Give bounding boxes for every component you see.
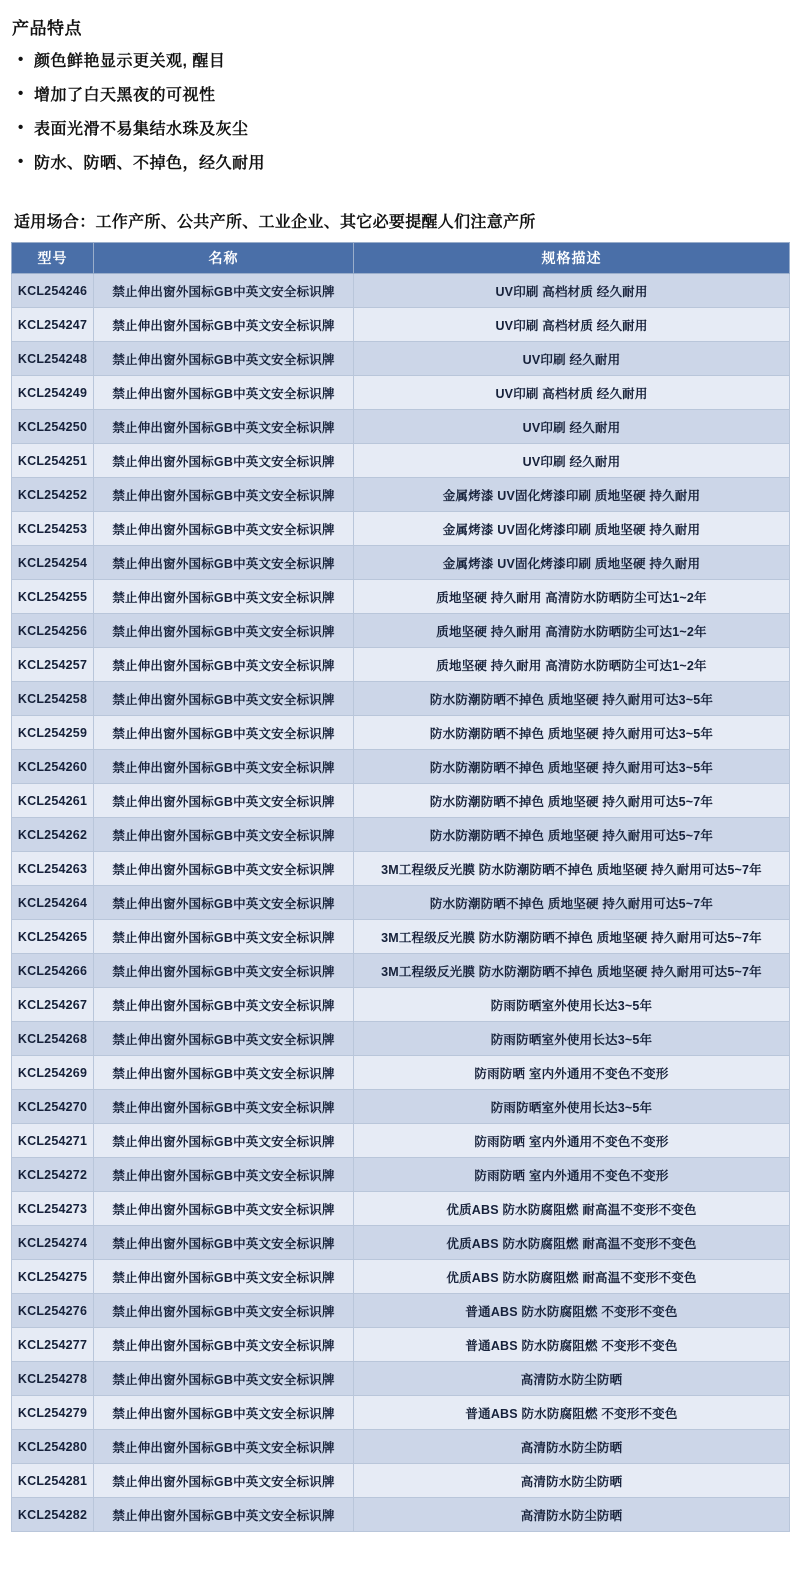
cell-model: KCL254250 <box>12 410 94 444</box>
table-row <box>12 750 790 784</box>
cell-name: 禁止伸出窗外国标GB中英文安全标识牌 <box>94 1090 354 1124</box>
column-header-name: 名称 <box>94 243 354 274</box>
cell-model: KCL254275 <box>12 1260 94 1294</box>
table-row <box>12 1362 790 1396</box>
cell-name: 禁止伸出窗外国标GB中英文安全标识牌 <box>94 274 354 308</box>
table-row <box>12 1328 790 1362</box>
cell-model: KCL254274 <box>12 1226 94 1260</box>
cell-spec: 普通ABS 防水防腐阻燃 不变形不变色 <box>354 1396 790 1430</box>
table-row <box>12 1498 790 1532</box>
table-row <box>12 1430 790 1464</box>
table-row <box>12 1260 790 1294</box>
cell-spec: 质地坚硬 持久耐用 高清防水防晒防尘可达1~2年 <box>354 614 790 648</box>
cell-model: KCL254251 <box>12 444 94 478</box>
table-row <box>12 342 790 376</box>
column-header-model: 型号 <box>12 243 94 274</box>
table-row <box>12 954 790 988</box>
table-row <box>12 410 790 444</box>
cell-name: 禁止伸出窗外国标GB中英文安全标识牌 <box>94 512 354 546</box>
cell-spec: 防水防潮防晒不掉色 质地坚硬 持久耐用可达3~5年 <box>354 682 790 716</box>
cell-spec: UV印刷 经久耐用 <box>354 410 790 444</box>
table-row <box>12 376 790 410</box>
cell-name: 禁止伸出窗外国标GB中英文安全标识牌 <box>94 682 354 716</box>
table-row <box>12 852 790 886</box>
cell-spec: 优质ABS 防水防腐阻燃 耐高温不变形不变色 <box>354 1226 790 1260</box>
cell-name: 禁止伸出窗外国标GB中英文安全标识牌 <box>94 444 354 478</box>
table-row <box>12 920 790 954</box>
cell-model: KCL254255 <box>12 580 94 614</box>
cell-spec: 优质ABS 防水防腐阻燃 耐高温不变形不变色 <box>354 1260 790 1294</box>
table-row <box>12 546 790 580</box>
cell-spec: UV印刷 高档材质 经久耐用 <box>354 308 790 342</box>
cell-spec: UV印刷 高档材质 经久耐用 <box>354 274 790 308</box>
cell-spec: UV印刷 经久耐用 <box>354 342 790 376</box>
table-row <box>12 648 790 682</box>
table-row <box>12 784 790 818</box>
table-row <box>12 1226 790 1260</box>
cell-model: KCL254264 <box>12 886 94 920</box>
cell-spec: 金属烤漆 UV固化烤漆印刷 质地坚硬 持久耐用 <box>354 478 790 512</box>
cell-name: 禁止伸出窗外国标GB中英文安全标识牌 <box>94 920 354 954</box>
table-row <box>12 1464 790 1498</box>
cell-model: KCL254246 <box>12 274 94 308</box>
cell-spec: 防水防潮防晒不掉色 质地坚硬 持久耐用可达5~7年 <box>354 886 790 920</box>
list-item: • 防水、防晒、不掉色，经久耐用 <box>16 147 800 181</box>
cell-model: KCL254281 <box>12 1464 94 1498</box>
cell-name: 禁止伸出窗外国标GB中英文安全标识牌 <box>94 988 354 1022</box>
cell-model: KCL254254 <box>12 546 94 580</box>
cell-model: KCL254268 <box>12 1022 94 1056</box>
cell-spec: 防雨防晒室外使用长达3~5年 <box>354 988 790 1022</box>
cell-spec: 高清防水防尘防晒 <box>354 1430 790 1464</box>
table-row <box>12 716 790 750</box>
table-row <box>12 580 790 614</box>
cell-model: KCL254256 <box>12 614 94 648</box>
cell-model: KCL254265 <box>12 920 94 954</box>
cell-spec: 质地坚硬 持久耐用 高清防水防晒防尘可达1~2年 <box>354 580 790 614</box>
cell-spec: 优质ABS 防水防腐阻燃 耐高温不变形不变色 <box>354 1192 790 1226</box>
cell-model: KCL254282 <box>12 1498 94 1532</box>
cell-name: 禁止伸出窗外国标GB中英文安全标识牌 <box>94 852 354 886</box>
cell-name: 禁止伸出窗外国标GB中英文安全标识牌 <box>94 1192 354 1226</box>
cell-spec: 防雨防晒室外使用长达3~5年 <box>354 1090 790 1124</box>
cell-model: KCL254269 <box>12 1056 94 1090</box>
table-row <box>12 614 790 648</box>
cell-name: 禁止伸出窗外国标GB中英文安全标识牌 <box>94 1158 354 1192</box>
cell-model: KCL254259 <box>12 716 94 750</box>
cell-spec: 3M工程级反光膜 防水防潮防晒不掉色 质地坚硬 持久耐用可达5~7年 <box>354 852 790 886</box>
cell-model: KCL254257 <box>12 648 94 682</box>
table-row <box>12 1124 790 1158</box>
cell-name: 禁止伸出窗外国标GB中英文安全标识牌 <box>94 1498 354 1532</box>
cell-name: 禁止伸出窗外国标GB中英文安全标识牌 <box>94 1056 354 1090</box>
cell-name: 禁止伸出窗外国标GB中英文安全标识牌 <box>94 1260 354 1294</box>
cell-name: 禁止伸出窗外国标GB中英文安全标识牌 <box>94 308 354 342</box>
cell-model: KCL254258 <box>12 682 94 716</box>
cell-model: KCL254280 <box>12 1430 94 1464</box>
cell-model: KCL254252 <box>12 478 94 512</box>
cell-model: KCL254263 <box>12 852 94 886</box>
cell-name: 禁止伸出窗外国标GB中英文安全标识牌 <box>94 580 354 614</box>
table-row <box>12 886 790 920</box>
table-row <box>12 478 790 512</box>
usage-scenarios-text: 适用场合：工作产所、公共产所、工业企业、其它必要提醒人们注意产所 <box>14 214 536 231</box>
table-row <box>12 1090 790 1124</box>
table-row <box>12 1022 790 1056</box>
cell-spec: 3M工程级反光膜 防水防潮防晒不掉色 质地坚硬 持久耐用可达5~7年 <box>354 954 790 988</box>
table-row <box>12 1158 790 1192</box>
cell-name: 禁止伸出窗外国标GB中英文安全标识牌 <box>94 1362 354 1396</box>
cell-name: 禁止伸出窗外国标GB中英文安全标识牌 <box>94 1022 354 1056</box>
cell-spec: 普通ABS 防水防腐阻燃 不变形不变色 <box>354 1328 790 1362</box>
cell-name: 禁止伸出窗外国标GB中英文安全标识牌 <box>94 410 354 444</box>
cell-spec: 金属烤漆 UV固化烤漆印刷 质地坚硬 持久耐用 <box>354 546 790 580</box>
cell-model: KCL254277 <box>12 1328 94 1362</box>
cell-name: 禁止伸出窗外国标GB中英文安全标识牌 <box>94 954 354 988</box>
cell-model: KCL254266 <box>12 954 94 988</box>
cell-spec: 3M工程级反光膜 防水防潮防晒不掉色 质地坚硬 持久耐用可达5~7年 <box>354 920 790 954</box>
table-row <box>12 988 790 1022</box>
cell-model: KCL254249 <box>12 376 94 410</box>
cell-model: KCL254279 <box>12 1396 94 1430</box>
cell-name: 禁止伸出窗外国标GB中英文安全标识牌 <box>94 478 354 512</box>
cell-name: 禁止伸出窗外国标GB中英文安全标识牌 <box>94 1396 354 1430</box>
cell-spec: 防水防潮防晒不掉色 质地坚硬 持久耐用可达5~7年 <box>354 784 790 818</box>
cell-spec: 防水防潮防晒不掉色 质地坚硬 持久耐用可达5~7年 <box>354 818 790 852</box>
column-header-spec: 规格描述 <box>354 243 790 274</box>
cell-name: 禁止伸出窗外国标GB中英文安全标识牌 <box>94 1294 354 1328</box>
cell-spec: 防雨防晒 室内外通用不变色不变形 <box>354 1056 790 1090</box>
cell-name: 禁止伸出窗外国标GB中英文安全标识牌 <box>94 1124 354 1158</box>
cell-spec: UV印刷 高档材质 经久耐用 <box>354 376 790 410</box>
cell-name: 禁止伸出窗外国标GB中英文安全标识牌 <box>94 1226 354 1260</box>
cell-model: KCL254272 <box>12 1158 94 1192</box>
cell-spec: 防雨防晒 室内外通用不变色不变形 <box>354 1158 790 1192</box>
cell-model: KCL254248 <box>12 342 94 376</box>
specification-table <box>11 242 790 1532</box>
cell-spec: 金属烤漆 UV固化烤漆印刷 质地坚硬 持久耐用 <box>354 512 790 546</box>
table-row <box>12 818 790 852</box>
cell-name: 禁止伸出窗外国标GB中英文安全标识牌 <box>94 750 354 784</box>
cell-model: KCL254260 <box>12 750 94 784</box>
cell-spec: 防雨防晒 室内外通用不变色不变形 <box>354 1124 790 1158</box>
cell-model: KCL254253 <box>12 512 94 546</box>
cell-name: 禁止伸出窗外国标GB中英文安全标识牌 <box>94 1430 354 1464</box>
cell-spec: 防水防潮防晒不掉色 质地坚硬 持久耐用可达3~5年 <box>354 716 790 750</box>
cell-name: 禁止伸出窗外国标GB中英文安全标识牌 <box>94 614 354 648</box>
table-row <box>12 1192 790 1226</box>
table-body <box>12 274 790 1532</box>
cell-spec: UV印刷 经久耐用 <box>354 444 790 478</box>
cell-name: 禁止伸出窗外国标GB中英文安全标识牌 <box>94 886 354 920</box>
cell-spec: 普通ABS 防水防腐阻燃 不变形不变色 <box>354 1294 790 1328</box>
cell-name: 禁止伸出窗外国标GB中英文安全标识牌 <box>94 716 354 750</box>
cell-model: KCL254278 <box>12 1362 94 1396</box>
cell-model: KCL254270 <box>12 1090 94 1124</box>
cell-model: KCL254261 <box>12 784 94 818</box>
cell-name: 禁止伸出窗外国标GB中英文安全标识牌 <box>94 1328 354 1362</box>
table-header-row <box>12 243 790 274</box>
features-list <box>0 45 800 181</box>
cell-name: 禁止伸出窗外国标GB中英文安全标识牌 <box>94 784 354 818</box>
cell-name: 禁止伸出窗外国标GB中英文安全标识牌 <box>94 546 354 580</box>
cell-spec: 高清防水防尘防晒 <box>354 1362 790 1396</box>
cell-model: KCL254267 <box>12 988 94 1022</box>
cell-model: KCL254276 <box>12 1294 94 1328</box>
cell-spec: 质地坚硬 持久耐用 高清防水防晒防尘可达1~2年 <box>354 648 790 682</box>
list-item: • 增加了白天黑夜的可视性 <box>16 79 800 113</box>
cell-name: 禁止伸出窗外国标GB中英文安全标识牌 <box>94 648 354 682</box>
cell-spec: 高清防水防尘防晒 <box>354 1498 790 1532</box>
table-row <box>12 1056 790 1090</box>
table-row <box>12 308 790 342</box>
cell-name: 禁止伸出窗外国标GB中英文安全标识牌 <box>94 1464 354 1498</box>
table-row <box>12 512 790 546</box>
cell-spec: 防雨防晒室外使用长达3~5年 <box>354 1022 790 1056</box>
table-row <box>12 274 790 308</box>
cell-name: 禁止伸出窗外国标GB中英文安全标识牌 <box>94 342 354 376</box>
list-item: • 表面光滑不易集结水珠及灰尘 <box>16 113 800 147</box>
table-row <box>12 682 790 716</box>
cell-model: KCL254273 <box>12 1192 94 1226</box>
table-row <box>12 444 790 478</box>
cell-model: KCL254247 <box>12 308 94 342</box>
cell-model: KCL254262 <box>12 818 94 852</box>
cell-spec: 防水防潮防晒不掉色 质地坚硬 持久耐用可达3~5年 <box>354 750 790 784</box>
cell-name: 禁止伸出窗外国标GB中英文安全标识牌 <box>94 818 354 852</box>
cell-model: KCL254271 <box>12 1124 94 1158</box>
table-row <box>12 1396 790 1430</box>
features-heading: 产品特点 <box>12 19 82 38</box>
cell-spec: 高清防水防尘防晒 <box>354 1464 790 1498</box>
list-item: • 颜色鲜艳显示更关观, 醒目 <box>16 45 800 79</box>
cell-name: 禁止伸出窗外国标GB中英文安全标识牌 <box>94 376 354 410</box>
table-row <box>12 1294 790 1328</box>
